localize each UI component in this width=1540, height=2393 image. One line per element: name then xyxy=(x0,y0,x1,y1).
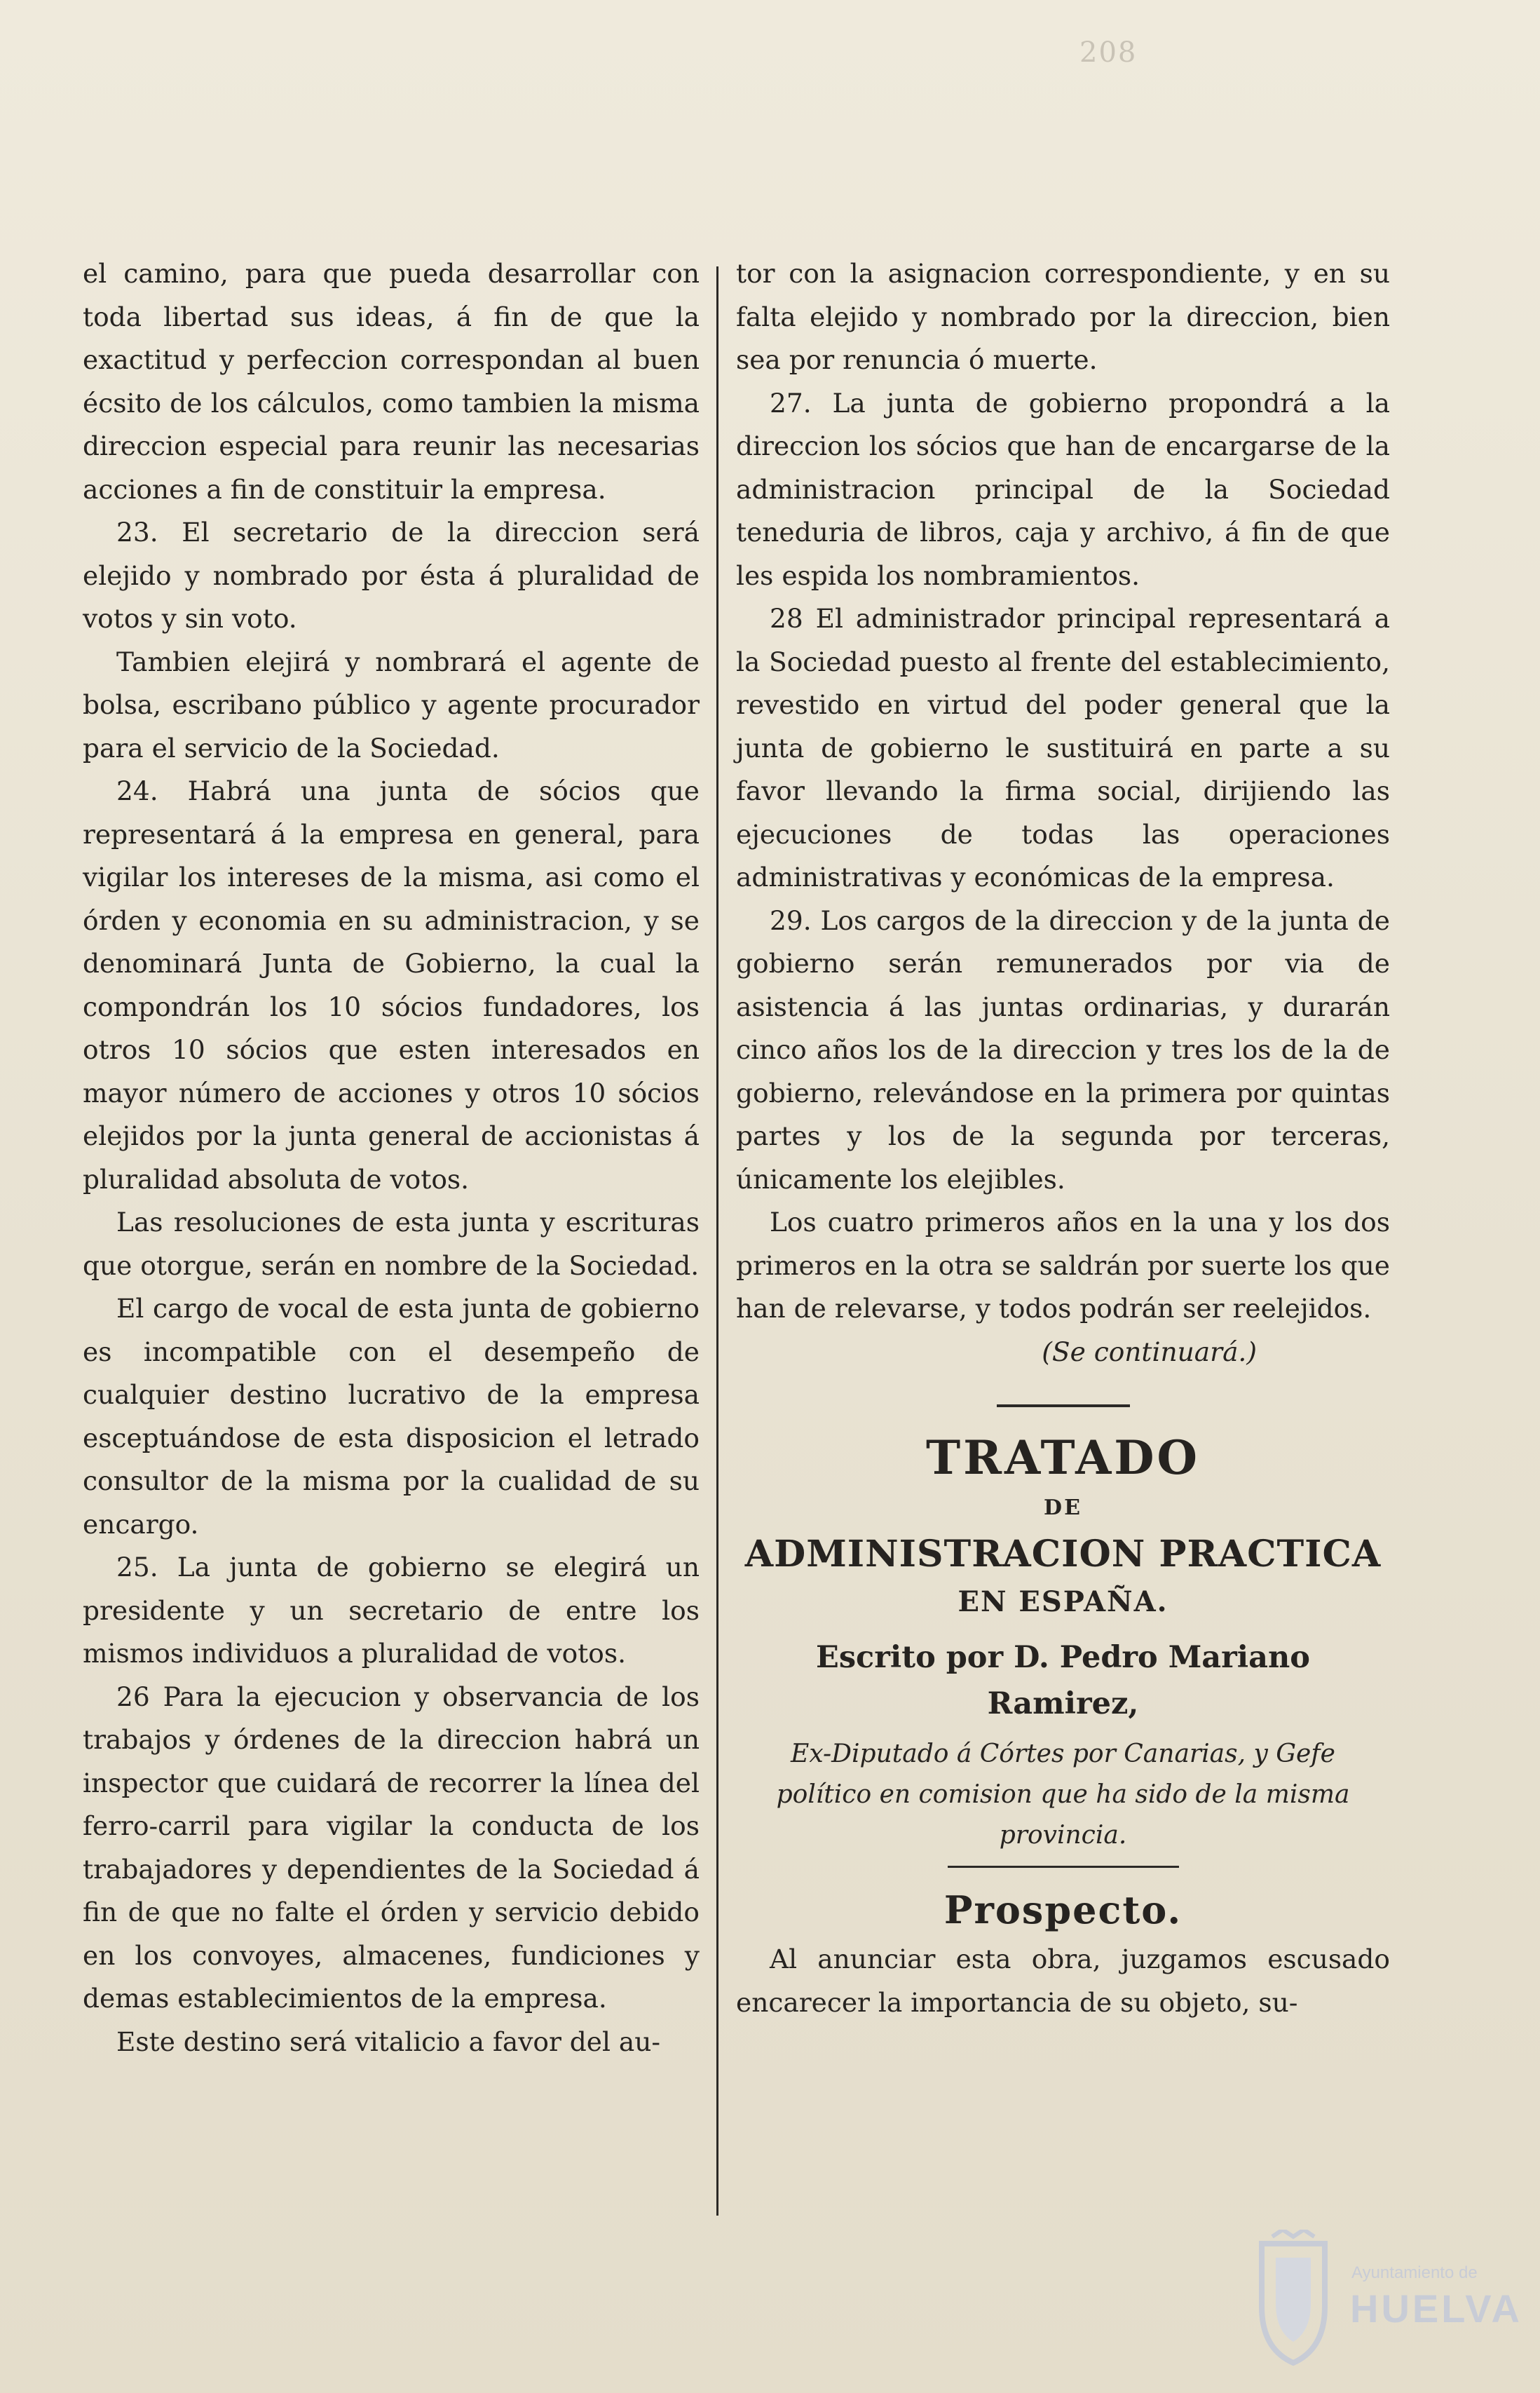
paragraph: 26 Para la ejecucion y observancia de los trabajos y órdenes de la direccion habrá un inspector que cuidará de recorrer la línea del ferro-carril para vigilar la conducta de los trabajadores y dependientes de la Sociedad á fin de que no falte el órden y servicio debido en los convoyes, almacenes, fundiciones y demas establecimientos de la empresa. xyxy=(83,1681,700,2014)
paragraph: 27. La junta de gobierno propondrá a la direccion los sócios que han de encargarse de la administracion principal de la Sociedad teneduria de libros, caja y archivo, á fin de que les espida los nombramientos. xyxy=(736,387,1390,591)
crest-icon xyxy=(1248,2230,1339,2370)
paragraph: 29. Los cargos de la direccion y de la junta de gobierno serán remunerados por via de asistencia á las juntas ordinarias, y durarán cinco años los de la direccion y tres los de la de gobierno, relevándose en la primera por quintas partes y los de la segunda por terceras, únicamente los elejibles. xyxy=(736,904,1390,1195)
paragraph: 24. Habrá una junta de sócios que representará á la empresa en general, para vigilar los intereses de la misma, asi como el órden y economia en su administracion, y se denominará Junta de Gobierno, la cual la compondrán los 10 sócios fundadores, los otros 10 sócios que esten interesados en mayor número de acciones y otros 10 sócios elejidos por la junta general de accionistas á pluralidad absoluta de votos. xyxy=(83,775,700,1195)
continuation-note: (Se continuará.) xyxy=(1042,1336,1257,1367)
paragraph: tor con la asignacion correspondiente, y en su falta elejido y nombrado por la direccion, bien sea por renuncia ó muerte. xyxy=(736,258,1390,375)
treatise-de: DE xyxy=(1044,1496,1082,1520)
column-divider xyxy=(716,266,718,2216)
paragraph: Los cuatro primeros años en la una y los dos primeros en la otra se saldrán por suerte los que han de relevarse, y todos podrán ser reelejidos. xyxy=(736,1207,1390,1324)
page-number: 208 xyxy=(1079,36,1138,69)
treatise-where: EN ESPAÑA. xyxy=(958,1585,1168,1618)
section-rule xyxy=(997,1404,1130,1407)
paragraph: Este destino será vitalicio a favor del au- xyxy=(116,2026,661,2057)
right-column xyxy=(736,252,1390,2024)
paragraph: Tambien elejirá y nombrará el agente de bolsa, escribano público y agente procurador para el servicio de la Sociedad. xyxy=(83,646,700,764)
paragraph: 28 El administrador principal representará a la Sociedad puesto al frente del establecimiento, revestido en virtud del poder general que la junta de gobierno le sustituirá en parte a su favor llevando la firma social, dirijiendo las ejecuciones de todas las operaciones administrativas y económicas de la empresa. xyxy=(736,603,1390,893)
left-column xyxy=(83,252,700,2063)
paragraph: el camino, para que pueda desarrollar con toda libertad sus ideas, á fin de que la exactitud y perfeccion correspondan al buen écsito de los cálculos, como tambien la misma direccion especial para reunir las necesarias acciones a fin de constituir la empresa. xyxy=(83,258,700,505)
watermark-big-text: HUELVA xyxy=(1350,2286,1522,2331)
treatise-note: Ex-Diputado á Córtes por Canarias, y Gefe político en comision que ha sido de la misma provincia. xyxy=(776,1740,1350,1850)
archive-watermark xyxy=(1248,2230,1522,2377)
prospecto-text: Al anunciar esta obra, juzgamos escusado encarecer la importancia de su objeto, su- xyxy=(736,1944,1390,2018)
treatise-author: Escrito por D. Pedro Mariano Ramirez, xyxy=(816,1640,1310,1721)
paragraph: Las resoluciones de esta junta y escrituras que otorgue, serán en nombre de la Sociedad. xyxy=(83,1207,700,1281)
heading-rule xyxy=(948,1866,1179,1868)
treatise-title: TRATADO xyxy=(926,1430,1200,1485)
treatise-subtitle: ADMINISTRACION PRACTICA xyxy=(744,1533,1382,1575)
paragraph: El cargo de vocal de esta junta de gobierno es incompatible con el desempeño de cualquier destino lucrativo de la empresa esceptuándose de esta disposicion el letrado consultor de la misma por la cualidad de su encargo. xyxy=(83,1293,700,1540)
paragraph: 25. La junta de gobierno se elegirá un presidente y un secretario de entre los mismos individuos a pluralidad de votos. xyxy=(83,1552,700,1669)
paragraph: 23. El secretario de la direccion será elejido y nombrado por ésta á pluralidad de votos y sin voto. xyxy=(83,517,700,634)
prospecto-heading: Prospecto. xyxy=(943,1887,1183,1932)
watermark-small-text: Ayuntamiento de xyxy=(1351,2263,1478,2282)
